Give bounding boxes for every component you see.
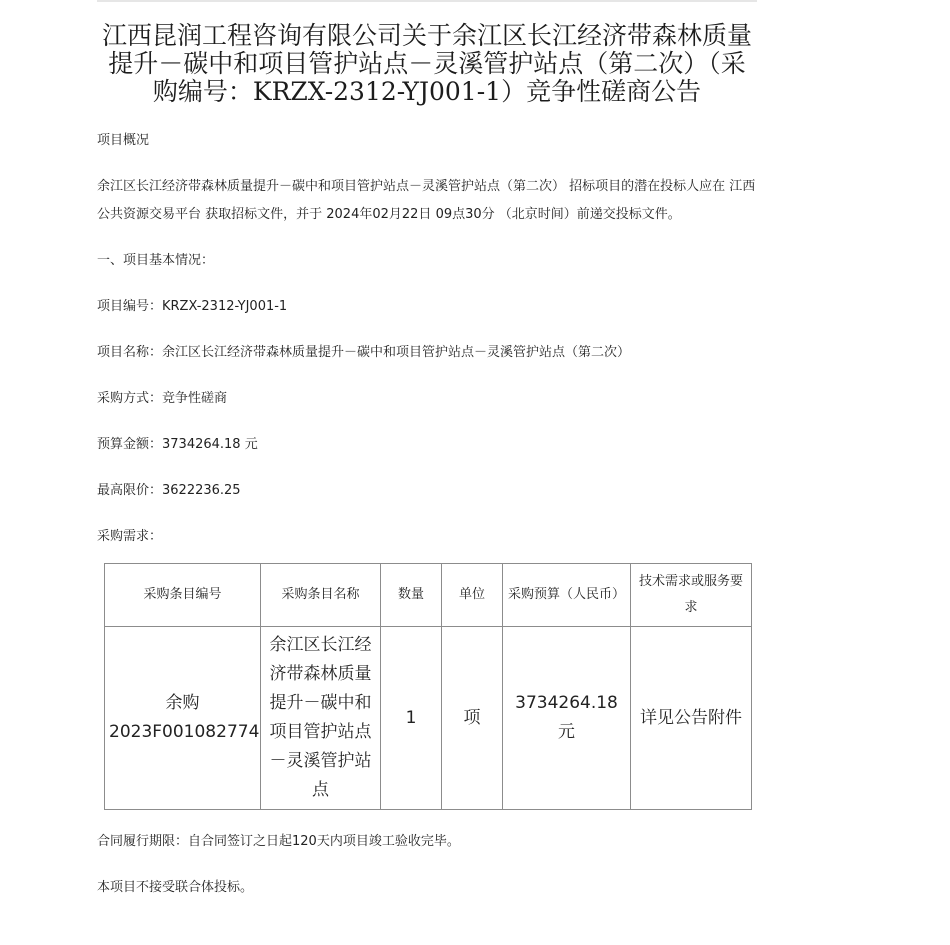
- overview-text: 余江区长江经济带森林质量提升－碳中和项目管护站点－灵溪管护站点（第二次） 招标项目的潜在投标人应在 江西公共资源交易平台 获取招标文件，并于 2024年02月22日 09点30分 （北京时间）前递交投标文件。: [97, 179, 756, 222]
- contract-period: 合同履行期限：自合同签订之日起120天内项目竣工验收完毕。: [97, 834, 460, 849]
- section1-heading: 一、项目基本情况：: [97, 253, 215, 268]
- announcement-footer: [97, 828, 757, 920]
- column-header: 数量: [381, 564, 442, 627]
- budget-amount: 预算金额：3734264.18 元: [97, 437, 258, 452]
- overview-heading: 项目概况: [97, 133, 150, 148]
- requirements-heading: 采购需求：: [97, 529, 163, 544]
- column-header: 技术需求或服务要求: [631, 564, 752, 627]
- table-row: [105, 627, 752, 810]
- top-divider: [97, 0, 757, 2]
- column-header: 采购预算（人民币）: [503, 564, 631, 627]
- item-number-cell: 余购2023F001082774: [105, 627, 261, 810]
- page-title: 江西昆润工程咨询有限公司关于余江区长江经济带森林质量提升－碳中和项目管护站点－灵溪管护站点（第二次）（采购编号：KRZX-2312-YJ001-1）竞争性磋商公告: [101, 21, 752, 106]
- max-price: 最高限价：3622236.25: [97, 483, 241, 498]
- requirements-table: [104, 563, 752, 810]
- requirement-cell: 详见公告附件: [631, 627, 752, 810]
- announcement-body: [97, 127, 757, 569]
- project-name: 项目名称：余江区长江经济带森林质量提升－碳中和项目管护站点－灵溪管护站点（第二次）: [97, 345, 631, 360]
- unit-cell: 项: [442, 627, 503, 810]
- column-header: 采购条目编号: [105, 564, 261, 627]
- consortium-note: 本项目不接受联合体投标。: [97, 880, 254, 895]
- procurement-method: 采购方式：竞争性磋商: [97, 391, 228, 406]
- column-header: 单位: [442, 564, 503, 627]
- quantity-cell: 1: [381, 627, 442, 810]
- column-header: 采购条目名称: [261, 564, 381, 627]
- budget-cell: 3734264.18元: [503, 627, 631, 810]
- table-header-row: [105, 564, 752, 627]
- item-name-cell: 余江区长江经济带森林质量提升－碳中和项目管护站点－灵溪管护站点: [261, 627, 381, 810]
- project-number: 项目编号：KRZX-2312-YJ001-1: [97, 299, 288, 314]
